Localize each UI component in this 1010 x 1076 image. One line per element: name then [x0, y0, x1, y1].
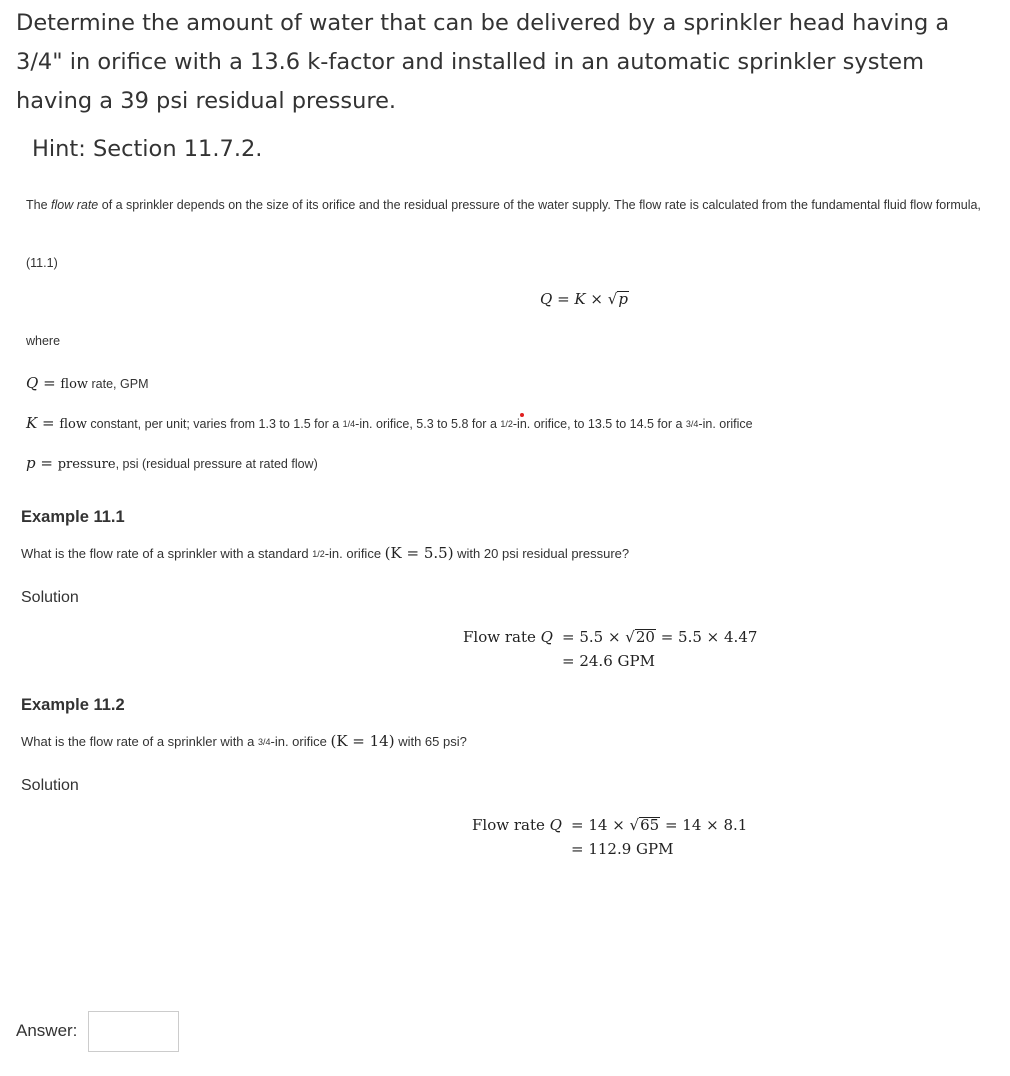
intro-italic: flow rate: [51, 198, 99, 212]
def-k-frac2: 1/2: [500, 419, 513, 429]
example2-flow-label: [472, 816, 562, 834]
example2-title: Example 11.2: [21, 696, 125, 714]
formula-eq: =: [552, 290, 575, 308]
ex2-frac: 3/4: [257, 737, 271, 747]
ex1-q3: with 20 psi residual pressure?: [453, 546, 630, 561]
formula-k: K: [574, 290, 586, 308]
equation-number: (11.1): [26, 256, 58, 270]
hint-text: Hint: Section 11.7.2.: [32, 136, 263, 162]
def-k-text1: constant, per unit; varies from 1.3 to 1.5 for a: [86, 417, 343, 431]
def-k-text3: -in. orifice, to 13.5 to 14.5 for a: [512, 417, 686, 431]
ex2-q2: -in. orifice: [270, 734, 331, 749]
ex1-var: Q: [540, 628, 553, 646]
def-k-frac3: 3/4: [685, 419, 699, 429]
example2-question: [21, 732, 467, 750]
def-k-eq: =: [37, 414, 60, 432]
formula-times: ×: [585, 290, 608, 308]
ex2-math: (K = 14): [330, 732, 395, 750]
example2-line2: = 112.9 GPM: [571, 840, 674, 858]
intro-paragraph: [26, 195, 1001, 215]
answer-label: Answer:: [16, 1021, 78, 1040]
ex2-label: Flow rate: [472, 816, 550, 834]
def-k-word: flow: [59, 417, 87, 432]
def-p-symbol: p: [26, 454, 36, 472]
intro-part2: of a sprinkler depends on the size of its orifice and the residual pressure of the water supply. The flow rate is calculated from the fundamental fluid flow formula,: [98, 198, 981, 212]
intro-part1: The: [26, 198, 52, 212]
formula-q: Q: [540, 290, 553, 308]
red-dot-marker: [520, 413, 524, 417]
ex1-q2: -in. orifice: [324, 546, 385, 561]
def-p-eq: =: [35, 454, 58, 472]
question-text: Determine the amount of water that can be delivered by a sprinkler head having a 3/4" in orifice with a 13.6 k-factor and installed in an automatic sprinkler system having a 39 psi residual pressure.: [16, 10, 950, 114]
ex1-root: 20: [635, 628, 655, 646]
answer-input[interactable]: [88, 1011, 179, 1052]
example1-flow-label: [463, 628, 553, 646]
definition-p: [26, 454, 318, 472]
def-k-frac1: 1/4: [342, 419, 356, 429]
sqrt-icon: √: [629, 816, 640, 834]
def-k-text4: -in. orifice: [698, 417, 753, 431]
ex2-q1: What is the flow rate of a sprinkler with a: [21, 734, 258, 749]
sqrt-symbol: √: [607, 290, 618, 308]
example1-line1: [562, 628, 757, 646]
def-k-symbol: K: [26, 414, 38, 432]
example1-line2: = 24.6 GPM: [562, 652, 655, 670]
example1-title: Example 11.1: [21, 508, 125, 526]
ex2-line1-b: = 14 × 8.1: [660, 816, 748, 834]
def-p-text: , psi (residual pressure at rated flow): [115, 457, 318, 471]
where-label: where: [26, 334, 61, 348]
def-p-word: pressure: [57, 457, 116, 472]
definition-q: [26, 374, 148, 392]
ex1-frac: 1/2: [312, 549, 325, 559]
ex1-q1: What is the flow rate of a sprinkler with a standard: [21, 546, 313, 561]
def-q-text: rate, GPM: [88, 377, 149, 391]
ex1-line1-a: = 5.5 ×: [562, 628, 626, 646]
example1-question: [21, 544, 629, 562]
example1-solution-label: Solution: [21, 589, 79, 606]
ex2-var: Q: [549, 816, 562, 834]
example2-line1: [571, 816, 747, 834]
sqrt-icon: √: [625, 628, 635, 646]
definition-k: [26, 414, 753, 432]
ex2-q3: with 65 psi?: [394, 734, 467, 749]
def-q-symbol: Q: [26, 374, 39, 392]
ex2-line1-a: = 14 ×: [571, 816, 630, 834]
def-k-text2: -in. orifice, 5.3 to 5.8 for a: [355, 417, 501, 431]
formula-p: p: [618, 290, 628, 308]
ex1-math: (K = 5.5): [384, 544, 454, 562]
ex1-line1-b: = 5.5 × 4.47: [655, 628, 758, 646]
ex1-label: Flow rate: [463, 628, 541, 646]
formula: [540, 290, 629, 308]
def-q-eq: =: [38, 374, 61, 392]
ex2-root: 65: [640, 816, 660, 834]
example2-solution-label: Solution: [21, 777, 79, 794]
def-q-word: flow: [60, 377, 89, 392]
